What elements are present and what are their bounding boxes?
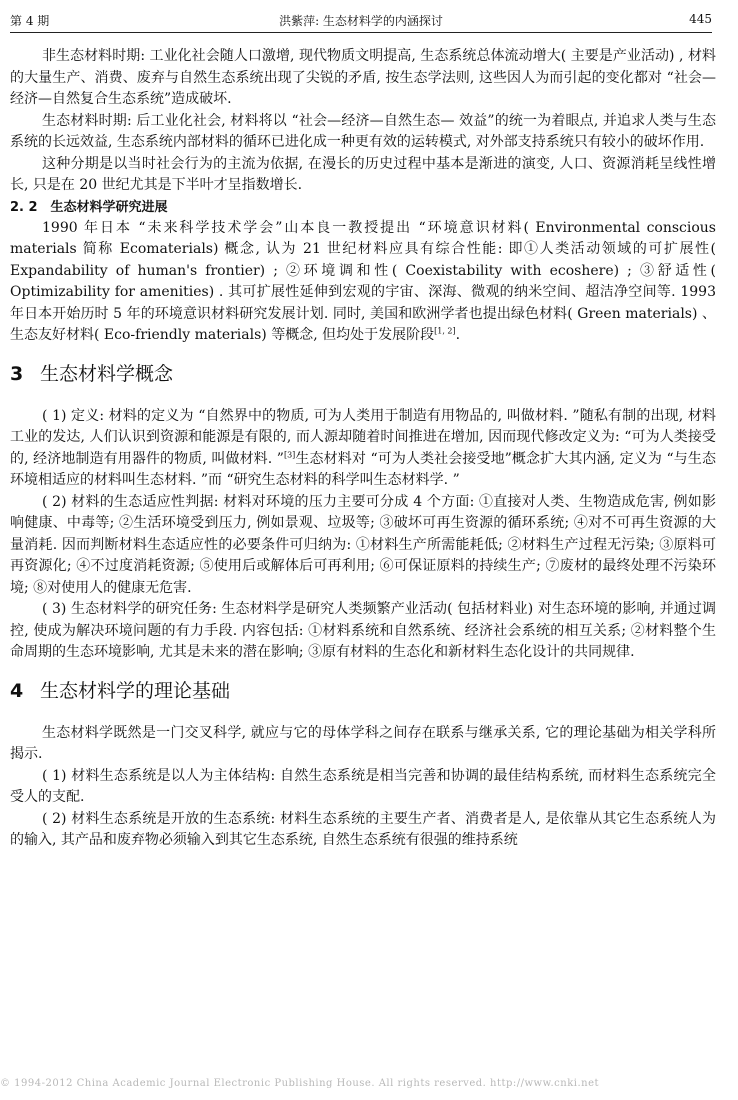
definition-text-a: ( 1) 定义: 材料的定义为 “自然界中的物质, 可为人类用于制造有用物品的, 叫做材料. ”随私有制的出现, 材料工业的发达, 人们认识到资源和能源是有限的, 而人源却随着时间推进在增加, 因而现代修改定义为: “可为人类接受的, 经济地制造有用器件的物质, 叫做材料. ” (10, 407, 716, 467)
section-3-title: 生态材料学概念 (40, 362, 174, 385)
citation-3: [3] (283, 449, 296, 459)
section-4-heading (10, 677, 716, 705)
page-number: 445 (689, 12, 712, 26)
paragraph-definition (10, 406, 716, 492)
section-4-number: 4 (10, 679, 24, 702)
section-4-title: 生态材料学的理论基础 (40, 679, 231, 702)
research-progress-text: 1990 年日本 “未来科学技术学会”山本良一教授提出 “环境意识材料( Environmental conscious materials 简称 Ecomaterials) 概念, 认为 21 世纪材料应具有综合性能: 即①人类活动领域的可扩展性( Expandability of human's frontier) ; ②环境调和性( Coexistability with ecoshere) ; ③舒适性( Optimizability for amenities) . 其可扩展性延伸到宏观的宇宙、深海、微观的纳米空间、超洁净空间等. 1993 年日本开始历时 5 年的环境意识材料研究发展计划. 同时, 美国和欧洲学者也提出绿色材料( Green materials) 、生态友好材料( Eco-friendly materials) 等概念, 但均处于发展阶段 (10, 219, 716, 343)
sentence-end: . (455, 327, 461, 343)
paragraph-human-structure: ( 1) 材料生态系统是以人为主体结构: 自然生态系统是相当完善和协调的最佳结构系统, 而材料生态系统完全受人的支配. (10, 767, 716, 805)
running-header (10, 10, 712, 33)
subsection-heading: 2. 2 生态材料学研究进展 (10, 199, 168, 215)
paragraph-eco-period: 生态材料时期: 后工业化社会, 材料将以 “社会—经济—自然生态— 效益”的统一为着眼点, 并追求人类与生态系统的长远效益, 生态系统内部材料的循环已进化成一种更有效的运转模式, 对外部支持系统只有较小的破坏作用. (10, 112, 716, 150)
article-body (10, 46, 716, 852)
citation-1-2: [1, 2] (434, 326, 456, 336)
section-3-number: 3 (10, 362, 24, 385)
paragraph-open-system: ( 2) 材料生态系统是开放的生态系统: 材料生态系统的主要生产者、消费者是人, 是依靠从其它生态系统人为的输入, 其产品和废弃物必须输入到其它生态系统, 自然生态系统有很强的维持系统 (10, 810, 716, 848)
running-title: 洪紫萍: 生态材料学的内涵探讨 (279, 14, 443, 28)
paragraph-research-tasks: ( 3) 生态材料学的研究任务: 生态材料学是研究人类频繁产业活动( 包括材料业) 对生态环境的影响, 并通过调控, 使成为解决环境问题的有力手段. 内容包括: ①材料系统和自然系统、经济社会系统的相互关系; ②材料整个生命周期的生态环境影响, 尤其是未来的潜在影响; ③原有材料的生态化和新材料生态化设计的共同规律. (10, 601, 716, 660)
section-3-heading (10, 360, 716, 388)
paragraph-theory-intro: 生态材料学既然是一门交叉科学, 就应与它的母体学科之间存在联系与继承关系, 它的理论基础为相关学科所揭示. (10, 724, 716, 762)
paragraph-research-progress (10, 218, 716, 347)
paragraph-periodization: 这种分期是以当时社会行为的主流为依据, 在漫长的历史过程中基本是渐进的演变, 人口、资源消耗呈线性增长, 只是在 20 世纪尤其是下半叶才呈指数增长. (10, 155, 716, 193)
paragraph-criteria: ( 2) 材料的生态适应性判据: 材料对环境的压力主要可分成 4 个方面: ①直接对人类、生物造成危害, 例如影响健康、中毒等; ②生活环境受到压力, 例如景观、垃圾等; ③破坏可再生资源的循环系统; ④对不可再生资源的大量消耗. 因而判断材料生态适应性的必要条件可归纳为: ①材料生产所需能耗低; ②材料生产过程无污染; ③原料可再资源化; ④不过度消耗资源; ⑤使用后或解体后可再利用; ⑥可保证原料的持续生产; ⑦废材的最终处理不污染环境; ⑧对使用人的健康无危害. (10, 493, 716, 596)
issue-number: 第 4 期 (10, 14, 50, 28)
definition-text-b: 生态材料对 “可为人类社会接受地”概念扩大其内涵, 定义为 “与生态环境相适应的材料叫生态材料. ”而 “研究生态材料的科学叫生态材料学. ” (10, 450, 717, 488)
copyright-watermark: © 1994-2012 China Academic Journal Electronic Publishing House. All rights reserved. http://www.cnki.net (0, 1078, 600, 1089)
paragraph-non-eco-period: 非生态材料时期: 工业化社会随人口激增, 现代物质文明提高, 生态系统总体流动增大( 主要是产业活动) , 材料的大量生产、消费、废弃与自然生态系统出现了尖锐的矛盾, 按生态学法则, 这些因人为而引起的变化都对 “社会—经济—自然复合生态系统”造成破坏. (10, 48, 716, 107)
